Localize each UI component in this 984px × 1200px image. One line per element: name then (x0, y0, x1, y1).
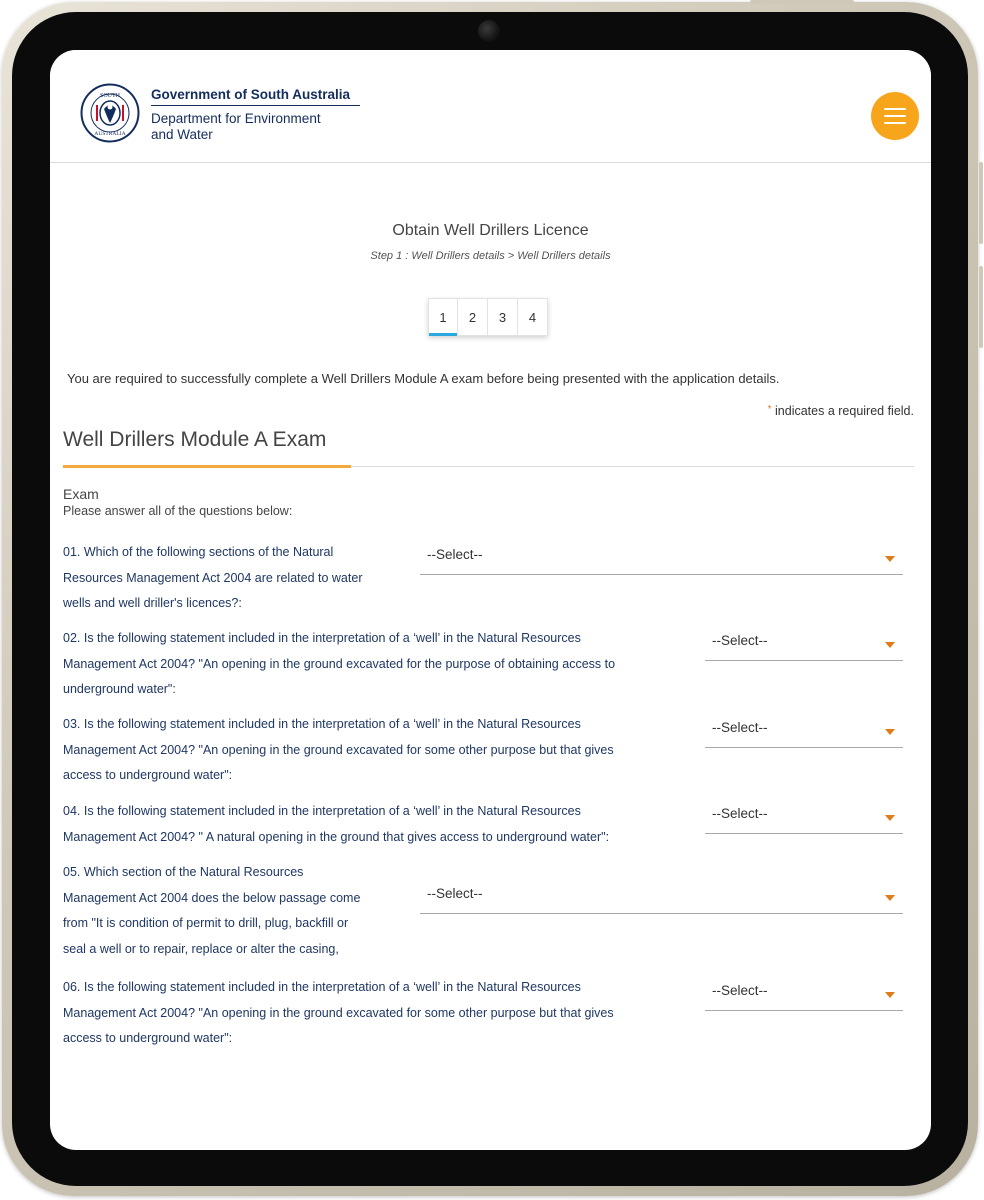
svg-text:AUSTRALIA: AUSTRALIA (94, 131, 126, 137)
question-3-select[interactable] (705, 719, 903, 748)
menu-button[interactable] (871, 92, 919, 140)
exam-instructions: Please answer all of the questions below: (63, 504, 293, 518)
tablet-volume-up-button (979, 162, 983, 244)
question-1-line: wells and well driller's licences?: (63, 596, 242, 610)
svg-text:SOUTH: SOUTH (99, 93, 121, 99)
question-5-line: seal a well or to repair, replace or alter the casing, (63, 941, 339, 956)
tablet-top-button (750, 0, 854, 4)
chevron-down-icon (885, 642, 895, 648)
exam-label: Exam (63, 486, 99, 502)
step-breadcrumb: Step 1 : Well Drillers details > Well Drillers details (370, 250, 611, 262)
camera-lens (478, 20, 500, 42)
question-2-select[interactable] (705, 632, 903, 661)
question-1-line: Resources Management Act 2004 are related to water (63, 570, 363, 585)
header-divider (151, 105, 360, 106)
page-title: Obtain Well Drillers Licence (392, 222, 589, 239)
question-5-select[interactable] (420, 885, 903, 914)
question-6 (63, 975, 705, 1052)
chevron-down-icon (885, 556, 895, 562)
required-note-text: indicates a required field. (775, 404, 914, 418)
hamburger-icon-bar (884, 122, 906, 124)
screen (50, 50, 931, 1150)
chevron-down-icon (885, 992, 895, 998)
question-3 (63, 712, 705, 789)
tablet-volume-down-button (979, 266, 983, 348)
question-5 (63, 860, 413, 962)
question-4 (63, 799, 705, 850)
question-2-line: Management Act 2004? "An opening in the ground excavated for the purpose of obtaining access to (63, 656, 616, 671)
step-1[interactable]: 1 (428, 298, 458, 336)
question-3-select-value: --Select-- (712, 720, 768, 735)
step-2[interactable]: 2 (458, 298, 488, 336)
hamburger-icon-bar (884, 115, 906, 117)
step-3[interactable]: 3 (488, 298, 518, 336)
question-3-line: 03. Is the following statement included in the interpretation of a ‘well’ in the Natural Resources (63, 717, 581, 731)
question-6-select-value: --Select-- (712, 983, 768, 998)
question-2-line: underground water": (63, 682, 176, 696)
question-6-select[interactable] (705, 982, 903, 1011)
intro-text: You are required to successfully complete a Well Drillers Module A exam before being presented with the application details. (67, 371, 780, 386)
question-4-line: Management Act 2004? " A natural opening in the ground that gives access to underground water": (63, 829, 610, 844)
question-5-line: 05. Which section of the Natural Resources (63, 865, 304, 879)
question-1-select[interactable] (420, 546, 903, 575)
government-title: Government of South Australia (151, 87, 351, 102)
question-3-line: access to underground water": (63, 768, 233, 782)
required-field-note (768, 404, 914, 418)
question-4-line: 04. Is the following statement included in the interpretation of a ‘well’ in the Natural Resources (63, 804, 581, 818)
question-6-line: access to underground water": (63, 1031, 233, 1045)
chevron-down-icon (885, 895, 895, 901)
question-2-line: 02. Is the following statement included in the interpretation of a ‘well’ in the Natural Resources (63, 631, 581, 645)
question-4-select[interactable] (705, 805, 903, 834)
department-name-line1: Department for Environment (151, 111, 321, 126)
question-1 (63, 540, 413, 617)
site-header (50, 50, 931, 163)
question-5-line: from "It is condition of permit to drill, plug, backfill or (63, 916, 349, 930)
question-5-select-value: --Select-- (427, 886, 483, 901)
question-2-select-value: --Select-- (712, 633, 768, 648)
question-6-line: Management Act 2004? "An opening in the ground excavated for some other purpose but that gives (63, 1005, 614, 1020)
department-name-line2: and Water (151, 127, 213, 142)
question-4-select-value: --Select-- (712, 806, 768, 821)
question-5-line: Management Act 2004 does the below passage come (63, 890, 361, 905)
section-heading: Well Drillers Module A Exam (63, 428, 327, 451)
required-star: * (767, 404, 772, 415)
section-heading-underline (63, 465, 351, 468)
question-1-select-value: --Select-- (427, 547, 483, 562)
step-4[interactable]: 4 (518, 298, 548, 336)
question-3-line: Management Act 2004? "An opening in the ground excavated for some other purpose but that gives (63, 742, 614, 757)
chevron-down-icon (885, 729, 895, 735)
question-1-line: 01. Which of the following sections of the Natural (63, 545, 334, 559)
question-6-line: 06. Is the following statement included in the interpretation of a ‘well’ in the Natural Resources (63, 980, 581, 994)
question-2 (63, 626, 705, 703)
government-seal-icon (80, 83, 140, 143)
step-indicator (428, 298, 548, 336)
chevron-down-icon (885, 815, 895, 821)
hamburger-icon (884, 108, 906, 110)
